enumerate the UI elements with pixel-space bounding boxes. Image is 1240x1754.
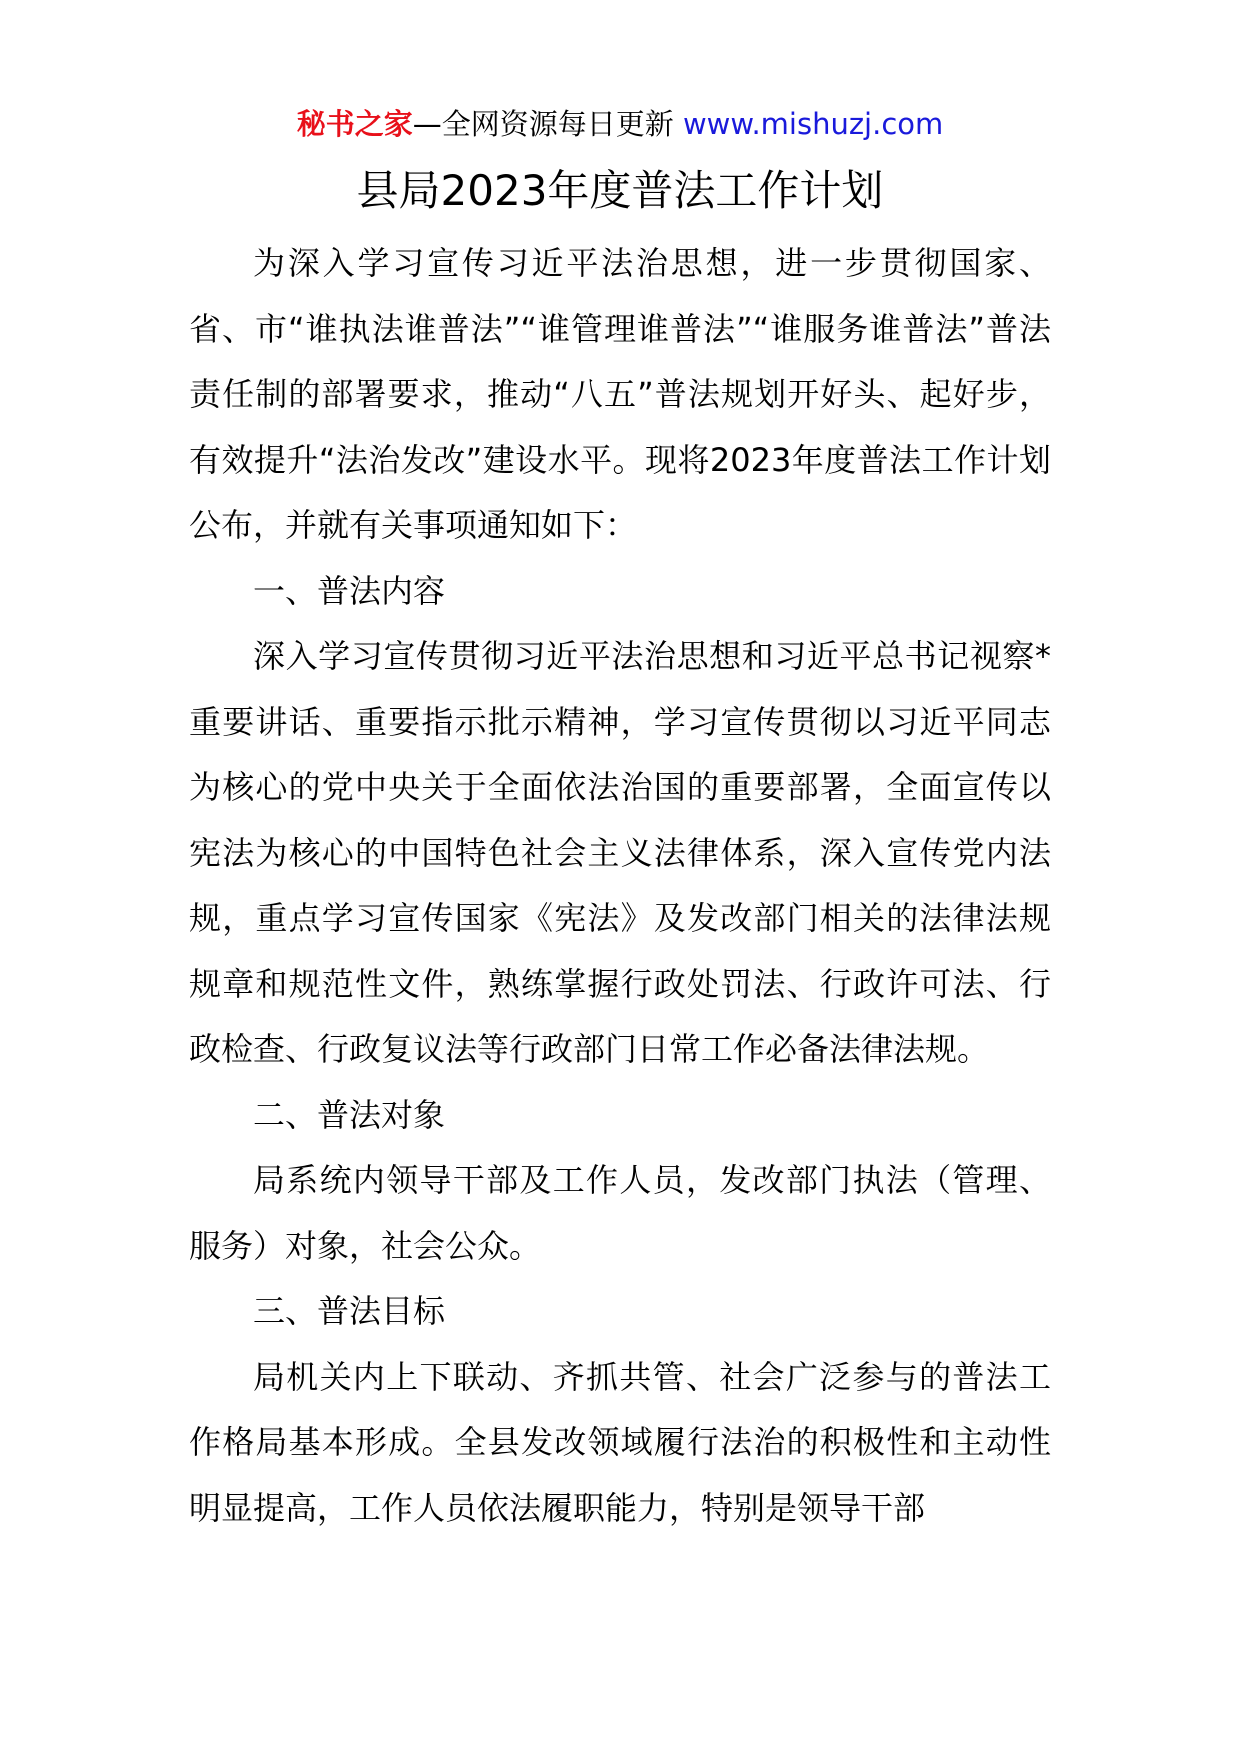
goals-paragraph: 局机关内上下联动、齐抓共管、社会广泛参与的普法工作格局基本形成。全县发改领域履行法治的积极性和主动性明显提高，工作人员依法履职能力，特别是领导干部: [189, 1357, 1051, 1527]
site-tagline: —全网资源每日更新: [412, 107, 674, 141]
content-paragraph: 深入学习宣传贯彻习近平法治思想和习近平总书记视察*重要讲话、重要指示批示精神，学习宣传贯彻以习近平同志为核心的党中央关于全面依法治国的重要部署，全面宣传以宪法为核心的中国特色社会主义法律体系，深入宣传党内法规，重点学习宣传国家《宪法》及发改部门相关的法律法规规章和规范性文件，熟练掌握行政处罚法、行政许可法、行政检查、行政复议法等行政部门日常工作必备法律法规。: [189, 637, 1051, 1068]
site-brand: 秘书之家: [296, 107, 413, 141]
section-heading-content: 一、普法内容: [253, 571, 446, 610]
site-header: [0, 104, 1240, 144]
audience-paragraph: 局系统内领导干部及工作人员，发改部门执法（管理、服务）对象，社会公众。: [189, 1161, 1051, 1265]
section-heading-audience: 二、普法对象: [253, 1095, 446, 1134]
document-body: [189, 231, 1051, 1541]
intro-paragraph: 为深入学习宣传习近平法治思想，进一步贯彻国家、省、市“谁执法谁普法”“谁管理谁普法”“谁服务谁普法”普法责任制的部署要求，推动“八五”普法规划开好头、起好步，有效提升“法治发改”建设水平。现将2023年度普法工作计划公布，并就有关事项通知如下：: [189, 244, 1051, 544]
site-url-link[interactable]: www.mishuzj.com: [682, 107, 944, 141]
section-heading-goals: 三、普法目标: [253, 1292, 446, 1330]
document-title: 县局2023年度普法工作计划: [356, 166, 884, 215]
